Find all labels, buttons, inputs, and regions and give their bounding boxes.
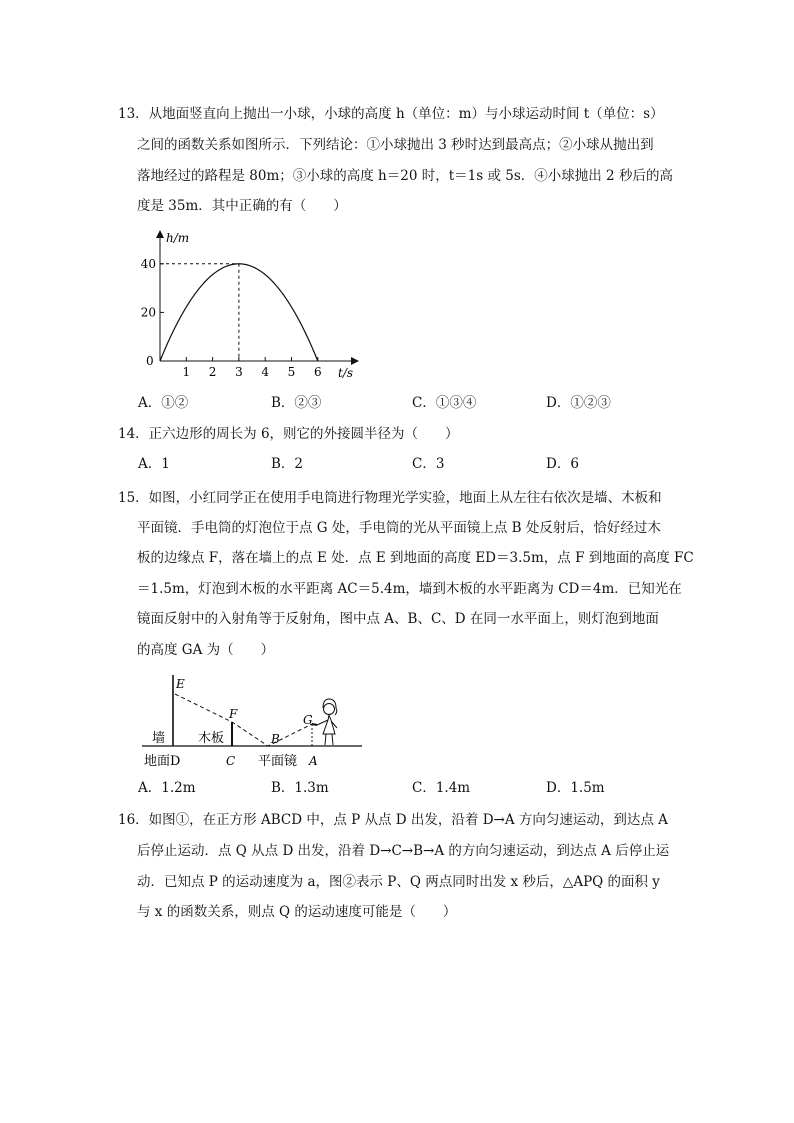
x-tick-label: 2 bbox=[208, 365, 217, 379]
q15-line-3: 板的边缘点 F，落在墙上的点 E 处．点 E 到地面的高度 ED＝3.5m，点 F 到地面的高度 FC bbox=[137, 550, 694, 566]
q15-line-4: ＝1.5m，灯泡到木板的水平距离 AC＝5.4m，墙到木板的水平距离为 CD＝4m．已知光在 bbox=[137, 581, 682, 597]
q16-line-3: 动．已知点 P 的运动速度为 a，图②表示 P、Q 两点同时出发 x 秒后，△APQ 的面积 y bbox=[137, 874, 660, 890]
x-tick-label: 5 bbox=[287, 365, 296, 379]
q15-line-2: 平面镜．手电筒的灯泡位于点 G 处，手电筒的光从平面镜上点 B 处反射后，恰好经过木 bbox=[137, 520, 661, 536]
q14-option-c[interactable]: C．3 bbox=[412, 456, 445, 472]
q14-option-b[interactable]: B．2 bbox=[271, 456, 304, 472]
q15-option-d[interactable]: D．1.5m bbox=[546, 780, 605, 796]
q13-option-b[interactable]: B．②③ bbox=[271, 395, 322, 411]
chart-axes bbox=[156, 230, 359, 365]
point-b-label: B bbox=[271, 732, 280, 746]
x-tick-label: 4 bbox=[261, 365, 270, 379]
mirror-label: 平面镜 bbox=[258, 754, 298, 769]
q13-graph bbox=[138, 226, 368, 386]
q15-option-c[interactable]: C．1.4m bbox=[412, 780, 471, 796]
point-a-label: A bbox=[309, 754, 318, 768]
q14-options bbox=[138, 454, 658, 474]
q13-option-d[interactable]: D．①②③ bbox=[546, 395, 611, 411]
y-tick-label: 20 bbox=[140, 305, 156, 320]
q15-option-a[interactable]: A．1.2m bbox=[138, 780, 196, 796]
q15-figure bbox=[140, 672, 370, 772]
point-e-label: E bbox=[176, 677, 185, 691]
q13-option-a[interactable]: A．①② bbox=[138, 395, 189, 411]
q15-options bbox=[138, 778, 658, 798]
q15-line-1: 15．如图，小红同学正在使用手电筒进行物理光学实验，地面上从左往右依次是墙、木板和 bbox=[118, 490, 662, 506]
q13-line-4: 度是 35m．其中正确的有（ ） bbox=[137, 198, 347, 214]
y-tick-label: 40 bbox=[140, 256, 156, 271]
q13-options bbox=[138, 393, 658, 413]
ground-d-label: 地面D bbox=[144, 754, 181, 769]
point-f-label: F bbox=[229, 707, 238, 721]
x-tick-label: 6 bbox=[313, 365, 322, 379]
q15-line-5: 镜面反射中的入射角等于反射角，图中点 A、B、C、D 在同一水平面上，则灯泡到地面 bbox=[137, 611, 659, 627]
x-axis-arrow bbox=[351, 357, 359, 365]
y-axis-arrow bbox=[156, 230, 164, 238]
x-axis-label: t/s bbox=[338, 366, 354, 380]
wall-label: 墙 bbox=[152, 731, 166, 746]
q14-line-1: 14．正六边形的周长为 6，则它的外接圆半径为（ ） bbox=[118, 426, 459, 442]
q16-line-2: 后停止运动．点 Q 从点 D 出发，沿着 D→C→B→A 的方向匀速运动，到达点 A 后停止运 bbox=[137, 843, 670, 859]
q16-line-4: 与 x 的函数关系，则点 Q 的运动速度可能是（ ） bbox=[137, 904, 457, 920]
q14-option-d[interactable]: D．6 bbox=[546, 456, 579, 472]
chart-guides bbox=[160, 264, 239, 361]
q13-line-3: 落地经过的路程是 80m；③小球的高度 h＝20 时，t＝1s 或 5s．④小球抛出 2 秒后的高 bbox=[137, 168, 673, 184]
point-g-label: G bbox=[303, 713, 313, 727]
q13-line-1: 13．从地面竖直向上抛出一小球，小球的高度 h（单位：m）与小球运动时间 t（单位：s） bbox=[118, 106, 664, 122]
girl-figure bbox=[312, 699, 337, 745]
x-tick-label: 3 bbox=[235, 365, 243, 379]
q13-option-c[interactable]: C．①③④ bbox=[412, 395, 477, 411]
point-c-label: C bbox=[226, 754, 236, 768]
q15-option-b[interactable]: B．1.3m bbox=[271, 780, 329, 796]
q14-option-a[interactable]: A．1 bbox=[138, 456, 170, 472]
q15-line-6: 的高度 GA 为（ ） bbox=[137, 642, 275, 658]
board-label: 木板 bbox=[198, 731, 225, 746]
light-path bbox=[175, 694, 312, 746]
q16-line-1: 16．如图①，在正方形 ABCD 中，点 P 从点 D 出发，沿着 D→A 方向匀速运动，到达点 A bbox=[118, 812, 668, 828]
y-axis-label: h/m bbox=[166, 231, 190, 245]
x-tick-label: 1 bbox=[182, 365, 191, 379]
q13-line-2: 之间的函数关系如图所示．下列结论：①小球抛出 3 秒时达到最高点；②小球从抛出到 bbox=[137, 137, 654, 153]
origin-label: 0 bbox=[146, 354, 154, 368]
